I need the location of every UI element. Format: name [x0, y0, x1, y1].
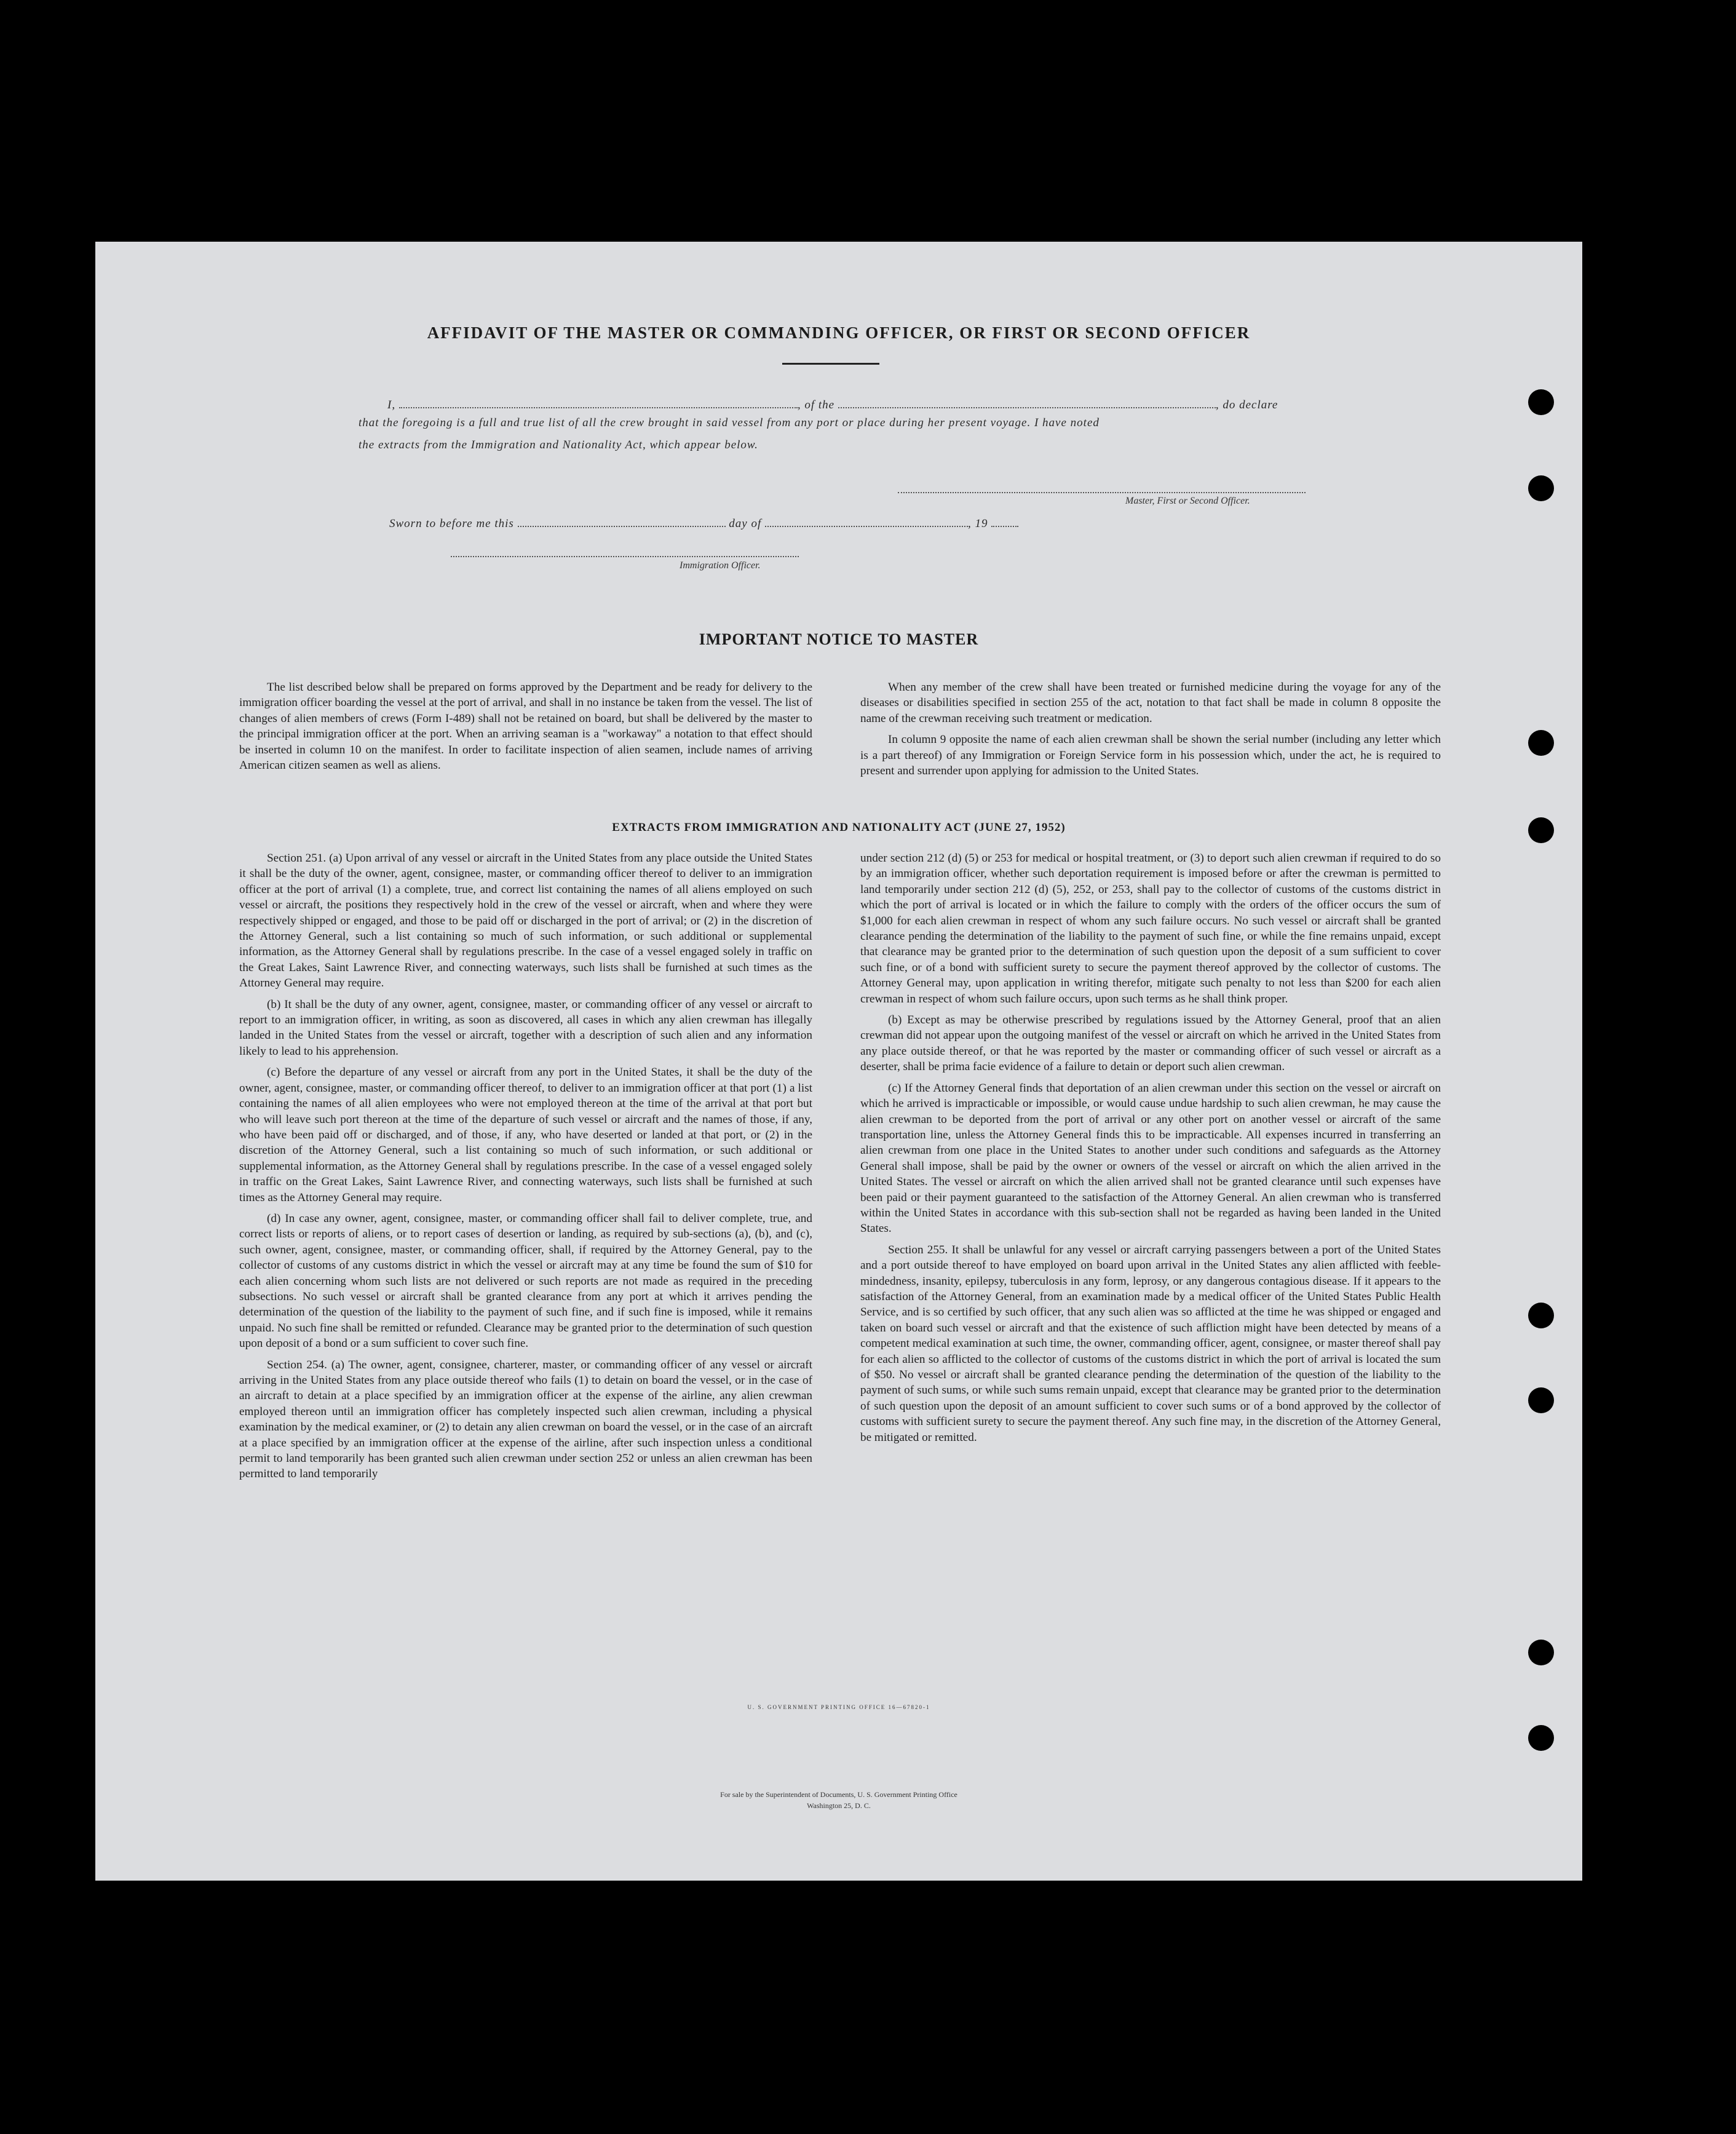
- punch-hole: [1528, 1640, 1554, 1665]
- punch-hole: [1528, 389, 1554, 415]
- section-251-a: Section 251. (a) Upon arrival of any vessel or aircraft in the United States from any place outside the United States it shall be the duty of the owner, agent, consignee, master, or commanding officer thereof to deliver to an immigration officer at the port of arrival (1) a complete, true, and correct list containing the names of all aliens employed on such vessel or aircraft, the positions they respectively hold in the crew of the vessel or aircraft, when and where they were respectively shipped or engaged, and those to be paid off or discharged in the port of arrival; or (2) in the discretion of the Attorney General, such a list containing so much of such information, or such additional or supplemental information, as the Attorney General shall by regulations prescribe. In the case of a vessel engaged solely in traffic on the Great Lakes, Saint Lawrence River, and connecting waterways, such lists shall be furnished at such times as the Attorney General may require.: [239, 852, 812, 990]
- punch-hole: [1528, 1725, 1554, 1751]
- section-251-d: (d) In case any owner, agent, consignee, master, or commanding officer shall fail to deliver complete, true, and correct lists or reports of aliens, or to report cases of desertion or landing, as required by sub-sections (a), (b), and (c), such owner, agent, consignee, master, or commanding officer, shall, if required by the Attorney General, pay to the collector of customs of any customs district in which the vessel or aircraft may at any time be found the sum of $10 for each alien concerning whom such lists are not delivered or such reports are not made as required in the preceding subsections. No such vessel or aircraft shall be granted clearance from any port at which it arrives pending the determination of the question of the liability to the payment of such fine, and if such fine is imposed, while it remains unpaid. No such fine shall be remitted or refunded. Clearance may be granted prior to the determination of such question upon deposit of a bond or a sum sufficient to cover such fine.: [239, 1212, 812, 1351]
- sworn-month-field[interactable]: [765, 512, 968, 527]
- sale-notice: For sale by the Superintendent of Documents, U. S. Government Printing Office: [720, 1790, 957, 1799]
- i-label: I,: [387, 399, 396, 411]
- punch-hole: [1528, 1387, 1554, 1413]
- sworn-day-field[interactable]: [518, 512, 726, 527]
- declaration-text-2: the extracts from the Immigration and Nationality Act, which appear below.: [359, 438, 758, 451]
- section-254-a: Section 254. (a) The owner, agent, consignee, charterer, master, or commanding officer of any vessel or aircraft arriving in the United States from any place outside thereof who fails (1) to detain on board the vessel, or in the case of an aircraft to detain at a place specified by an immigration officer at the expense of the airline, any alien crewman employed thereon until an immigration officer has completely inspected such alien crewman, including a physical examination by the medical examiner, or (2) to detain any alien crewman on board the vessel, or in the case of an aircraft at a place specified by an immigration officer at the expense of the airline, after such inspection unless a conditional permit to land temporarily has been granted such alien crewman under section 252 or unless an alien crewman has been permitted to land temporarily: [239, 1358, 812, 1481]
- sworn-line: [389, 512, 1018, 531]
- sale-address: Washington 25, D. C.: [807, 1801, 871, 1810]
- punch-hole: [1528, 1303, 1554, 1328]
- extracts-title: EXTRACTS FROM IMMIGRATION AND NATIONALITY ACT (JUNE 27, 1952): [612, 821, 1066, 834]
- form-sheet: [95, 242, 1582, 1881]
- officer-caption: Immigration Officer.: [680, 560, 761, 571]
- officer-signature-line[interactable]: [451, 556, 799, 557]
- master-caption: Master, First or Second Officer.: [1125, 496, 1250, 506]
- notice-paragraph: The list described below shall be prepared on forms approved by the Department and be ready for delivery to the immigration officer boarding the vessel at the port of arrival, and shall in no instance be taken from the vessel. The list of changes of alien members of crews (Form I-489) shall not be retained on board, but shall be delivered by the master to the principal immigration officer at the port. When an arriving seaman is a "workaway" a notation to that effect should be inserted in column 10 on the manifest. In order to facilitate inspection of alien seamen, include names of arriving American citizen seamen as well as aliens.: [239, 681, 812, 772]
- vessel-field[interactable]: [838, 394, 1216, 408]
- affidavit-title: AFFIDAVIT OF THE MASTER OR COMMANDING OFFICER, OR FIRST OR SECOND OFFICER: [427, 323, 1251, 342]
- section-254-a-cont: under section 212 (d) (5) or 253 for medical or hospital treatment, or (3) to deport such alien crewman if required to do so by an immigration officer, whether such deportation requirement is imposed before or after the crewman is permitted to land temporarily under section 212 (d) (5), 252, or 253, shall pay to the collector of customs of the customs district in which the port of arrival is located or in which the failure to comply with the orders of the officer occurs the sum of $1,000 for each alien crewman in respect of whom any such failure occurs. No such vessel or aircraft shall be granted clearance pending the determination of the liability to the payment of such fine, or while the fine remains unpaid, except that clearance may be granted prior to the determination of such question upon the deposit of a sum sufficient to cover such fine, or of a bond with sufficient surety to secure the payment thereof approved by the collector of customs. The Attorney General may, upon application in writing therefor, mitigate such penalty to not less than $200 for each alien crewman in respect of whom such failure occurs, upon such terms as he shall think proper.: [860, 852, 1441, 1006]
- sworn-label: Sworn to before me this: [389, 517, 514, 530]
- day-of-label: day of: [729, 517, 762, 530]
- gpo-imprint: U. S. GOVERNMENT PRINTING OFFICE 16—67820-1: [747, 1704, 930, 1710]
- master-signature-line[interactable]: [898, 492, 1306, 493]
- section-251-c: (c) Before the departure of any vessel or aircraft from any port in the United States, it shall be the duty of the owner, agent, consignee, master, or commanding officer thereof, to deliver to an immigration officer at that port (1) a list containing the names of all alien employees who were not employed thereon at the time of the arrival at that port but who will leave such port thereon at the time of the departure of such vessel or aircraft and the names of those, if any, who have been paid off or discharged, and of those, if any, who have deserted or landed at that port, or (2) in the discretion of the Attorney General, such a list containing so much of such information, or such additional or supplemental information, as the Attorney General shall by regulations prescribe. In the case of a vessel engaged solely in traffic on the Great Lakes, Saint Lawrence River, and connecting waterways, such lists shall be furnished at such times as the Attorney General may require.: [239, 1066, 812, 1204]
- section-251-b: (b) It shall be the duty of any owner, agent, consignee, master, or commanding officer of any vessel or aircraft to report to an immigration officer, in writing, as soon as discovered, all cases in which any alien crewman has illegally landed in the United States from the vessel or aircraft, together with a description of such alien and any information likely to lead to his apprehension.: [239, 998, 812, 1058]
- punch-hole: [1528, 730, 1554, 756]
- section-254-c: (c) If the Attorney General finds that deportation of an alien crewman under this section on the vessel or aircraft on which he arrived is impracticable or impossible, or would cause undue hardship to such alien crewman, he may cause the alien crewman to be deported from the port of arrival or any other port on another vessel or aircraft of the same transportation line, unless the Attorney General finds this to be impracticable. All expenses incurred in transferring an alien crewman from one place in the United States to another under such conditions and safeguards as the Attorney General shall impose, shall be paid by the owner or owners of the vessel or aircraft on which the alien arrived in the United States. The vessel or aircraft on which the alien arrived shall not be granted clearance until such expenses have been paid or their payment guaranteed to the satisfaction of the Attorney General. An alien crewman who is transferred within the United States in accordance with this sub-section shall not be regarded as having been landed in the United States.: [860, 1081, 1441, 1236]
- extracts-right-column: [860, 851, 1441, 1445]
- section-254-b: (b) Except as may be otherwise prescribed by regulations issued by the Attorney General, proof that an alien crewman did not appear upon the outgoing manifest of the vessel or aircraft on which he arrived in the United States from any place outside thereof, or that he was reported by the master or commanding officer of such vessel or aircraft as a deserter, shall be prima facie evidence of a failure to detain or deport such alien crewman.: [860, 1013, 1441, 1074]
- title-rule: [782, 363, 879, 365]
- punch-hole: [1528, 817, 1554, 843]
- notice-paragraph: In column 9 opposite the name of each alien crewman shall be shown the serial number (including any letter which is a part thereof) of any Immigration or Foreign Service form in his possession which, under the act, he is required to present and surrender upon applying for admission to the United States.: [860, 733, 1441, 778]
- year-field[interactable]: [991, 512, 1018, 527]
- declaration-text: that the foregoing is a full and true list of all the crew brought in said vessel from any port or place during her present voyage. I have noted: [359, 416, 1100, 429]
- of-the-label: , of the: [797, 399, 835, 411]
- declaration-line: [387, 394, 1278, 412]
- notice-left-column: [239, 680, 812, 773]
- notice-right-column: [860, 680, 1441, 779]
- notice-paragraph: When any member of the crew shall have been treated or furnished medicine during the voyage for any of the diseases or disabilities specified in section 255 of the act, notation to that fact shall be made in column 8 opposite the name of the crewman receiving such treatment or medication.: [860, 681, 1441, 725]
- declare-label: , do declare: [1215, 399, 1278, 411]
- name-field[interactable]: [399, 394, 798, 408]
- extracts-left-column: [239, 851, 812, 1482]
- notice-title: IMPORTANT NOTICE TO MASTER: [699, 630, 979, 648]
- section-255: Section 255. It shall be unlawful for any vessel or aircraft carrying passengers between a port of the United States and a port outside thereof to have employed on board upon arrival in the United States any alien afflicted with feeble-mindedness, insanity, epilepsy, tuberculosis in any form, leprosy, or any dangerous contagious disease. If it appears to the satisfaction of the Attorney General, from an examination made by a medical officer of the United States Public Health Service, and is so certified by such officer, that any such alien was so afflicted at the time he was shipped or engaged and taken on board such vessel or aircraft and that the existence of such affliction might have been detected by means of a competent medical examination at such time, the owner, commanding officer, agent, consignee, or master thereof shall pay for each alien so afflicted to the collector of customs of the customs district in which the port of arrival is located the sum of $50. No vessel or aircraft shall be granted clearance pending the determination of the question of the liability to the payment of such sums, or while such sums remain unpaid, except that clearance may be granted prior to the determination of such question upon the deposit of an amount sufficient to cover such sums or of a bond approved by the collector of customs with sufficient surety to secure the payment thereof. Any such fine may, in the discretion of the Attorney General, be mitigated or remitted.: [860, 1243, 1441, 1444]
- punch-hole: [1528, 475, 1554, 501]
- year-label: , 19: [968, 517, 988, 530]
